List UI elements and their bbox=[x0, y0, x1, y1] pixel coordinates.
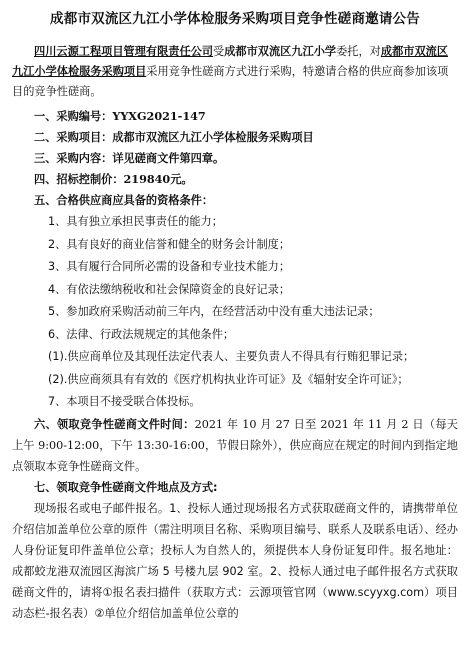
intro-text-3: 采用竞争性磋商方式进行采购，特邀请合格的供应商参加该项目的竞争性磋商。 bbox=[12, 65, 449, 98]
intro-text-1: 受 bbox=[213, 45, 225, 58]
intro-text-2: 委托，对 bbox=[336, 45, 381, 58]
section-procurement-content bbox=[12, 148, 458, 169]
section-label: 四、招标控制价： bbox=[34, 173, 124, 186]
section-label: 五、合格供应商应具备的资格条件： bbox=[34, 194, 214, 207]
list-item: 3、具有履行合同所必需的设备和专业技术能力； bbox=[48, 260, 291, 273]
list-item: 2、具有良好的商业信誉和健全的财务会计制度； bbox=[48, 237, 291, 251]
section-label: 一、采购编号： bbox=[34, 110, 113, 123]
control-price: 219840元。 bbox=[123, 172, 193, 186]
section-qualifications bbox=[12, 190, 458, 211]
procurement-number: YYXG2021-147 bbox=[112, 109, 206, 123]
list-item: 5、参加政府采购活动前三年内，在经营活动中没有重大违法记录； bbox=[48, 305, 380, 318]
section-procurement-number bbox=[12, 106, 458, 127]
list-item: 4、有依法缴纳税收和社会保障资金的良好记录； bbox=[48, 282, 291, 296]
document-location-text: 现场报名或电子邮件报名。1、投标人通过现场报名方式获取磋商文件的，请携带单位介绍信加盖单位公章的原件（需注明项目名称、采购项目编号、联系人及联系电话）、经办人身份证复印件盖单位公章；投标人为自然人的，须提供本人身份证复印件。报名地址：成都蛟龙港双流园区海滨广场 5 号楼九层 902 室。2、投标人通过电子邮件报名方式获取磋商文件的，请将①报名表扫描件（获取方式：云源项管官网（www.scyyxg.com）项目动态栏-报名表）②单位介绍信加盖单位公章的 bbox=[12, 501, 458, 620]
intro-paragraph bbox=[12, 42, 458, 102]
project-name: 成都市双流区九江小学体检服务采购项目 bbox=[12, 45, 449, 78]
list-item: 7、本项目不接受联合体投标。 bbox=[48, 395, 201, 408]
qualification-list bbox=[12, 211, 458, 414]
list-item: (1).供应商单位及其现任法定代表人、主要负责人不得具有行贿犯罪记录； bbox=[48, 350, 415, 363]
client-name: 成都市双流区九江小学 bbox=[224, 45, 337, 58]
document-time-text: 2021 年 10 月 27 日至 2021 年 11 月 2 日（每天上午 9:00-12:00，下午 13:30-16:00，节假日除外），供应商应在规定的时间内到指定地点领取本竞争性磋商文件。 bbox=[12, 417, 458, 473]
procurement-project: 成都市双流区九江小学体检服务采购项目 bbox=[112, 130, 314, 144]
section-document-location bbox=[12, 477, 458, 498]
section-control-price bbox=[12, 169, 458, 190]
list-item: (2).供应商须具有有效的《医疗机构执业许可证》及《辐射安全许可证》； bbox=[48, 372, 409, 386]
list-item: 1、具有独立承担民事责任的能力； bbox=[48, 215, 223, 228]
section-label: 六、领取竞争性磋商文件时间： bbox=[34, 417, 195, 431]
section-label: 二、采购项目： bbox=[34, 131, 113, 144]
section-procurement-project bbox=[12, 127, 458, 148]
list-item: 6、法律、行政法规规定的其他条件； bbox=[48, 327, 235, 341]
section-label: 三、采购内容： bbox=[34, 152, 113, 165]
section-label: 七、领取竞争性磋商文件地点及方式: bbox=[34, 480, 218, 494]
procurement-content: 详见磋商文件第四章。 bbox=[112, 152, 225, 165]
section-document-time bbox=[12, 414, 458, 477]
page-title: 成都市双流区九江小学体检服务采购项目竞争性磋商邀请公告 bbox=[50, 11, 420, 27]
agency-name: 四川云源工程项目管理有限责任公司 bbox=[34, 45, 214, 58]
